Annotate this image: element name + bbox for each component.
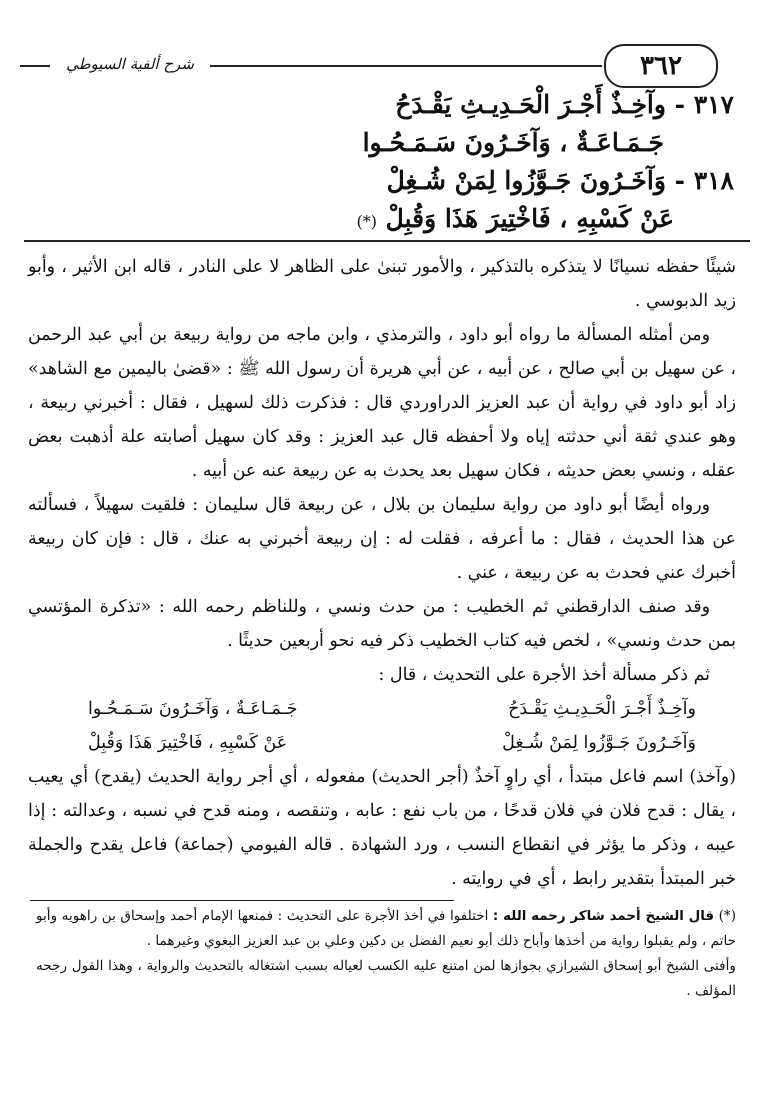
quoted-verse-row [88, 726, 696, 760]
quoted-hemistich: وآخِـذٌ أَجْـرَ الْحَـدِيـثِ يَقْـدَحُ [508, 699, 696, 719]
paragraph-1: شيئًا حفظه نسيانًا لا يتذكره بالتذكير ، والأمور تبنىٰ على الظاهر لا على النادر ، قاله ابن الأثير ، وأبو زيد الدبوسي . [28, 257, 736, 311]
quoted-hemistich: عَنْ كَسْبِهِ ، فَاخْتِيرَ هَذَا وَقُبِلْ [88, 733, 288, 753]
footnote-mark: (*) [718, 908, 736, 924]
footnote-2: وأفتى الشيخ أبو إسحاق الشيرازي بجوازها لمن امتنع عليه الكسب لعياله بسبب اشتغاله بالتحديث والرواية ، وهذا القول رجحه المؤلف . [36, 958, 736, 999]
verse-317-first-hemistich: ٣١٧ - وآخِـذٌ أَجْـرَ الْحَـدِيـثِ يَقْـدَحُ [395, 90, 734, 119]
footnote-rule [30, 900, 454, 901]
paragraph-6: (وآخذ) اسم فاعل مبتدأ ، أي راوٍ آخذٌ (أجر الحديث) مفعوله ، أي أجر رواية الحديث (يقدح) أي يعيب ، يقال : قدح فلان في فلان قدحًا ، من باب نفع : عابه ، وتنقصه ، ومنه قدح في نسبه ، وعدالته : إذا عيبه ، وذكر ما يؤثر في انقطاع النسب ، ورد الشهادة . قاله الفيومي (جماعة) فاعل يقدح والجملة خبر المبتدأ بتقدير رابط ، أي في روايته . [28, 767, 736, 889]
page-number: ٣٦٢ [604, 44, 718, 88]
header-rule-left [20, 65, 50, 67]
paragraph-4: وقد صنف الدارقطني ثم الخطيب : من حدث ونسي ، وللناظم رحمه الله : «تذكرة المؤتسي بمن حدث ونسي» ، لخص فيه كتاب الخطيب ذكر فيه نحو أربعين حديثًا . [28, 597, 736, 651]
footnotes [36, 904, 736, 1004]
paragraph-2: ومن أمثله المسألة ما رواه أبو داود ، والترمذي ، وابن ماجه من رواية ربيعة بن أبي عبد الرحمن ، عن سهيل بن أبي صالح ، عن أبيه ، عن أبي هريرة أن رسول الله ﷺ : «قضىٰ باليمين مع الشاهد» زاد أبو داود في رواية أن عبد العزيز الدراوردي قال : فذكرت ذلك لسهيل ، فقال : أخبرني ربيعة ، وهو عندي ثقة أني حدثته إياه ولا أحفظه قال عبد العزيز : وقد كان سهيل أصابته علة أذهبت بعض عقله ، ونسي بعض حديثه ، فكان سهيل بعد يحدث به عن ربيعة عنه عن أبيه . [28, 325, 736, 481]
verse-317-second-hemistich: جَـمَـاعَـةٌ ، وَآخَـرُونَ سَـمَـحُـوا [362, 128, 664, 157]
verse-318-first-hemistich: ٣١٨ - وَآخَـرُونَ جَـوَّزُوا لِمَنْ شُـغِلْ [386, 166, 734, 195]
footnote-text: اختلفوا في أخذ الأجرة على التحديث : فمنعها الإمام أحمد وإسحاق بن راهويه وأبو حاتم ، ولم يقبلوا رواية من أخذها وأباح ذلك أبو نعيم الفضل بن دكين وعلي بن عبد العزيز البغوي وغيرهما . [36, 908, 736, 949]
quoted-verses [28, 692, 736, 760]
quoted-verse-row [88, 692, 696, 726]
verse-318-second-hemistich [34, 200, 734, 238]
running-title: شرح ألفية السيوطي [66, 55, 194, 73]
quoted-hemistich: وَآخَـرُونَ جَـوَّزُوا لِمَنْ شُـغِلْ [502, 733, 696, 753]
footnote-reference: (*) [356, 212, 377, 231]
verse-318-text: عَنْ كَسْبِهِ ، فَاخْتِيرَ هَذَا وَقُبِلْ [385, 204, 674, 233]
paragraph-5: ثم ذكر مسألة أخذ الأجرة على التحديث ، قال : [378, 665, 710, 685]
quoted-hemistich: جَـمَـاعَـةٌ ، وَآخَـرُونَ سَـمَـحُـوا [88, 699, 298, 719]
verse-divider [24, 240, 750, 242]
footnote-heading: قال الشيخ أحمد شاكر رحمه الله : [492, 909, 715, 924]
page-header [20, 40, 754, 86]
commentary-body [28, 250, 736, 896]
verse-block [34, 86, 734, 238]
header-rule [210, 65, 602, 67]
footnote-1 [36, 904, 736, 954]
paragraph-3: ورواه أيضًا أبو داود من رواية سليمان بن بلال ، عن ربيعة قال سليمان : فلقيت سهيلاً ، فسألته عن هذا الحديث ، فقال : ما أعرفه ، فقلت له : إن ربيعة أخبرني به عنك ، قال : فإن كان ربيعة أخبرك عني فحدث به عن ربيعة ، عني . [28, 495, 736, 583]
